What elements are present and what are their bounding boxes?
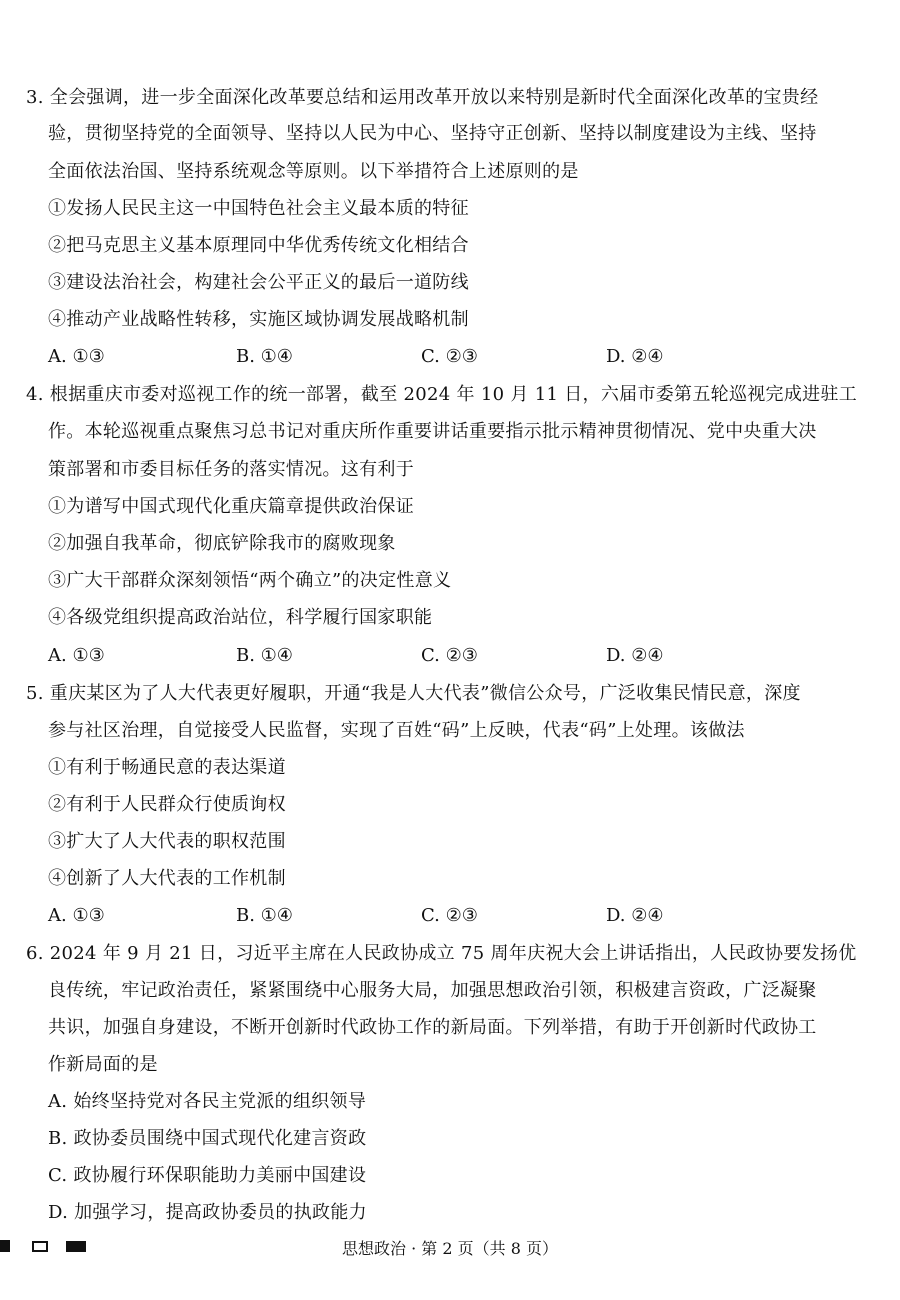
q6-stem-line-4: 作新局面的是 bbox=[48, 1054, 158, 1075]
q3-statement-1: ①发扬人民民主这一中国特色社会主义最本质的特征 bbox=[48, 198, 469, 219]
q4-statement-1: ①为谱写中国式现代化重庆篇章提供政治保证 bbox=[48, 496, 414, 517]
q6-option-d: D. 加强学习，提高政协委员的执政能力 bbox=[48, 1202, 367, 1223]
q5-statement-4: ④创新了人大代表的工作机制 bbox=[48, 868, 286, 889]
q5-option-b: B. ①④ bbox=[236, 905, 293, 926]
q6-stem-line-3: 共识，加强自身建设，不断开创新时代政协工作的新局面。下列举措，有助于开创新时代政协工 bbox=[48, 1017, 817, 1038]
q5-option-a: A. ①③ bbox=[48, 905, 105, 926]
q5-option-c: C. ②③ bbox=[421, 905, 478, 926]
q4-statement-2: ②加强自我革命，彻底铲除我市的腐败现象 bbox=[48, 533, 396, 554]
q5-statement-3: ③扩大了人大代表的职权范围 bbox=[48, 831, 286, 852]
q3-statement-4: ④推动产业战略性转移，实施区域协调发展战略机制 bbox=[48, 309, 469, 330]
q4-stem-line-3: 策部署和市委目标任务的落实情况。这有利于 bbox=[48, 459, 414, 480]
q6-option-b: B. 政协委员围绕中国式现代化建言资政 bbox=[48, 1128, 367, 1149]
q3-statement-3: ③建设法治社会，构建社会公平正义的最后一道防线 bbox=[48, 272, 469, 293]
q3-stem-line-3: 全面依法治国、坚持系统观念等原则。以下举措符合上述原则的是 bbox=[48, 161, 579, 182]
q3-stem-line-2: 验，贯彻坚持党的全面领导、坚持以人民为中心、坚持守正创新、坚持以制度建设为主线、坚持 bbox=[48, 123, 817, 144]
q5-statement-1: ①有利于畅通民意的表达渠道 bbox=[48, 757, 286, 778]
page-footer: 思想政治 · 第 2 页（共 8 页） bbox=[342, 1239, 558, 1258]
q3-option-c: C. ②③ bbox=[421, 346, 478, 367]
q4-statement-4: ④各级党组织提高政治站位，科学履行国家职能 bbox=[48, 607, 433, 628]
q3-stem-line-1: 3. 全会强调，进一步全面深化改革要总结和运用改革开放以来特别是新时代全面深化改革的宝贵经 bbox=[26, 87, 819, 108]
q4-statement-3: ③广大干部群众深刻领悟“两个确立”的决定性意义 bbox=[48, 570, 452, 591]
q4-option-c: C. ②③ bbox=[421, 645, 478, 666]
q3-option-d: D. ②④ bbox=[606, 346, 664, 367]
q3-option-b: B. ①④ bbox=[236, 346, 293, 367]
q5-stem-line-2: 参与社区治理，自觉接受人民监督，实现了百姓“码”上反映，代表“码”上处理。该做法 bbox=[48, 720, 745, 741]
q4-option-d: D. ②④ bbox=[606, 645, 664, 666]
q6-stem-line-1: 6. 2024 年 9 月 21 日，习近平主席在人民政协成立 75 周年庆祝大会上讲话指出，人民政协要发扬优 bbox=[26, 943, 857, 964]
q6-option-a: A. 始终坚持党对各民主党派的组织领导 bbox=[48, 1091, 367, 1112]
q3-option-a: A. ①③ bbox=[48, 346, 105, 367]
q4-stem-line-2: 作。本轮巡视重点聚焦习总书记对重庆所作重要讲话重要指示批示精神贯彻情况、党中央重大决 bbox=[48, 421, 817, 442]
q6-stem-line-2: 良传统，牢记政治责任，紧紧围绕中心服务大局，加强思想政治引领，积极建言资政，广泛凝聚 bbox=[48, 980, 817, 1001]
q4-option-a: A. ①③ bbox=[48, 645, 105, 666]
q4-stem-line-1: 4. 根据重庆市委对巡视工作的统一部署，截至 2024 年 10 月 11 日，六届市委第五轮巡视完成进驻工 bbox=[26, 384, 858, 405]
q5-statement-2: ②有利于人民群众行使质询权 bbox=[48, 794, 286, 815]
q4-option-b: B. ①④ bbox=[236, 645, 293, 666]
q5-stem-line-1: 5. 重庆某区为了人大代表更好履职，开通“我是人大代表”微信公众号，广泛收集民情民意，深度 bbox=[26, 683, 801, 704]
q5-option-d: D. ②④ bbox=[606, 905, 664, 926]
q3-statement-2: ②把马克思主义基本原理同中华优秀传统文化相结合 bbox=[48, 235, 469, 256]
q6-option-c: C. 政协履行环保职能助力美丽中国建设 bbox=[48, 1165, 367, 1186]
